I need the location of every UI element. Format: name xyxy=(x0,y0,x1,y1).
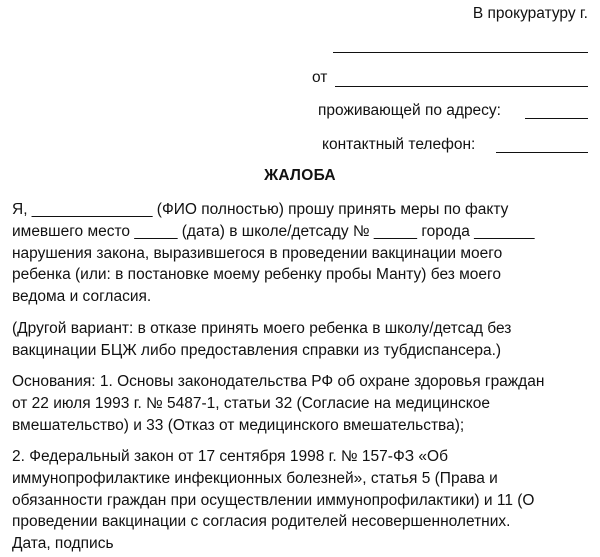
address-label: проживающей по адресу: xyxy=(318,102,501,119)
from-label: от xyxy=(312,69,328,86)
paragraph-line: от 22 июля 1993 г. № 5487-1, статьи 32 (Согласие на медицинское xyxy=(12,394,490,412)
paragraph-line: иммунопрофилактике инфекционных болезней», статья 5 (Права и xyxy=(12,469,498,487)
complaint-paragraph xyxy=(12,199,592,308)
paragraph-line: обязанности граждан при осуществлении иммунопрофилактики) и 11 (О xyxy=(12,491,535,509)
alternative-paragraph xyxy=(12,318,592,362)
phone-blank xyxy=(496,152,588,153)
phone-label: контактный телефон: xyxy=(322,136,476,153)
paragraph-line: проведении вакцинации с согласия родителей несовершеннолетних. xyxy=(12,513,511,531)
paragraph-line: вакцинации БЦЖ либо предоставления справки из тубдиспансера.) xyxy=(12,341,502,359)
grounds-paragraph-2 xyxy=(12,446,592,533)
address-blank xyxy=(525,118,588,119)
date-signature-line: Дата, подпись xyxy=(12,535,114,552)
document-title: ЖАЛОБА xyxy=(264,167,336,184)
paragraph-line: Основания: 1. Основы законодательства РФ об охране здоровья граждан xyxy=(12,373,545,390)
paragraph-line: ребенка (или: в постановке моему ребенку пробы Манту) без моего xyxy=(12,266,501,284)
paragraph-line: нарушения закона, выразившегося в проведении вакцинации моего xyxy=(12,244,503,262)
paragraph-line: вмешательство) и 33 (Отказ от медицинского вмешательства); xyxy=(12,416,465,434)
grounds-paragraph-1 xyxy=(12,371,592,436)
paragraph-line: имевшего место _____ (дата) в школе/детсаду № _____ города _______ xyxy=(12,222,535,240)
paragraph-line: Я, ______________ (ФИО полностью) прошу принять меры по факту xyxy=(12,201,509,218)
paragraph-line: 2. Федеральный закон от 17 сентября 1998 г. № 157-ФЗ «Об xyxy=(12,448,448,465)
paragraph-line: (Другой вариант: в отказе принять моего ребенка в школу/детсад без xyxy=(12,320,512,337)
paragraph-line: ведома и согласия. xyxy=(12,288,152,306)
addressee-line: В прокуратуру г. xyxy=(472,5,588,22)
addressee-city-blank xyxy=(333,52,588,53)
from-blank xyxy=(335,86,588,87)
